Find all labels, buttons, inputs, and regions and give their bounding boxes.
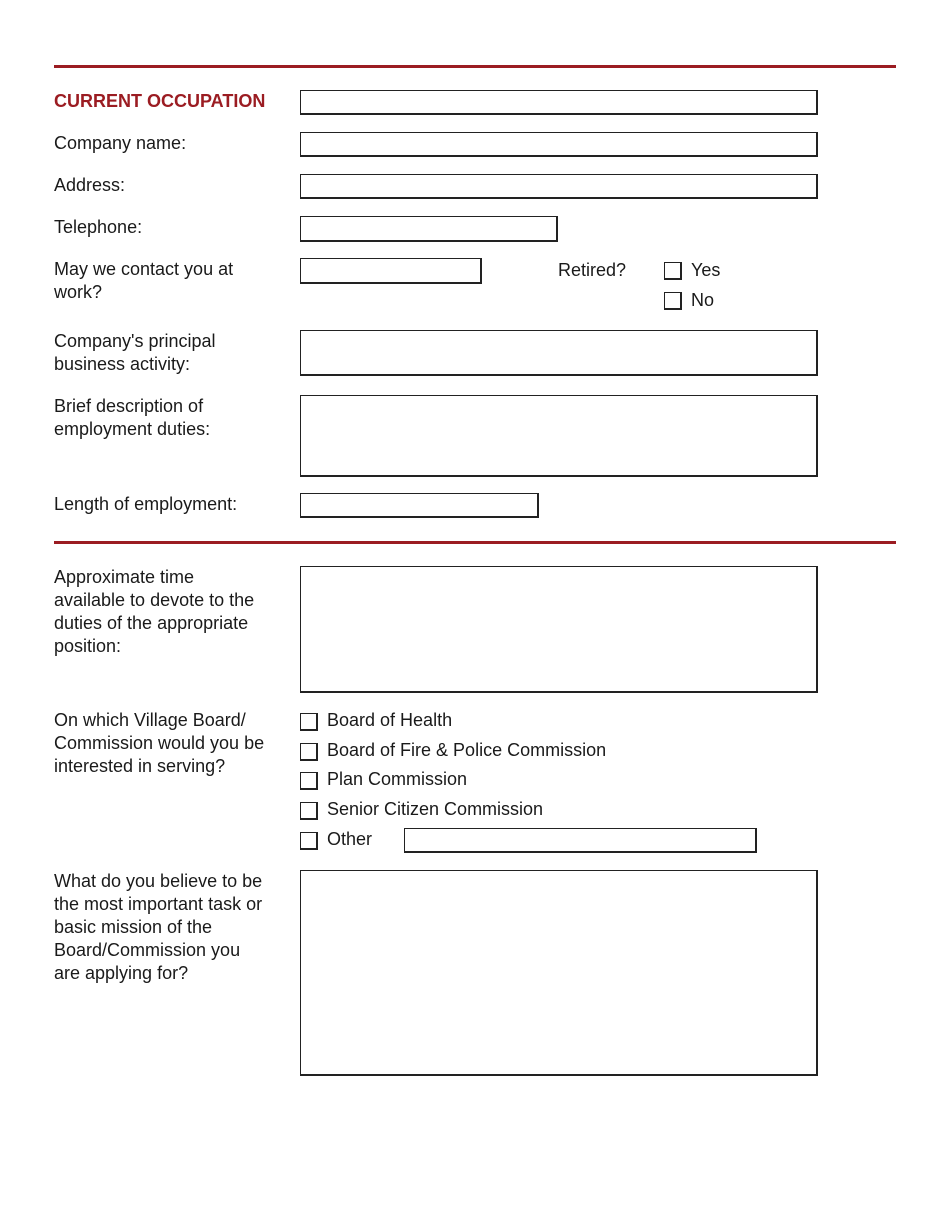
senior-citizen-commission-label: Senior Citizen Commission — [327, 799, 544, 819]
retired-no-label: No — [691, 290, 715, 310]
principal-activity-input[interactable] — [300, 330, 818, 376]
section-title: CURRENT OCCUPATION — [54, 91, 266, 111]
section-divider — [54, 541, 896, 544]
retired-yes-label: Yes — [691, 260, 721, 280]
mission-textarea[interactable] — [300, 870, 818, 1076]
plan-commission-label: Plan Commission — [327, 769, 468, 789]
other-board-label: Other — [327, 829, 373, 849]
time-available-textarea[interactable] — [300, 566, 818, 693]
other-board-input[interactable] — [404, 828, 757, 853]
address-label: Address: — [54, 175, 126, 195]
senior-citizen-commission-checkbox[interactable] — [300, 802, 318, 820]
fire-police-commission-label: Board of Fire & Police Commission — [327, 740, 607, 760]
current-occupation-input[interactable] — [300, 90, 818, 115]
length-of-employment-input[interactable] — [300, 493, 539, 518]
plan-commission-checkbox[interactable] — [300, 772, 318, 790]
time-available-label: Approximate time available to devote to the duties of the appropriate position: — [54, 567, 255, 656]
company-name-input[interactable] — [300, 132, 818, 157]
address-input[interactable] — [300, 174, 818, 199]
board-of-health-checkbox[interactable] — [300, 713, 318, 731]
contact-at-work-input[interactable] — [300, 258, 482, 284]
contact-at-work-label: May we contact you at work? — [54, 259, 234, 302]
telephone-label: Telephone: — [54, 217, 143, 237]
other-board-checkbox[interactable] — [300, 832, 318, 850]
board-of-health-label: Board of Health — [327, 710, 453, 730]
board-question-label: On which Village Board/ Commission would you be interested in serving? — [54, 710, 265, 776]
duties-textarea[interactable] — [300, 395, 818, 477]
telephone-input[interactable] — [300, 216, 558, 242]
company-name-label: Company name: — [54, 133, 187, 153]
principal-activity-label: Company's principal business activity: — [54, 331, 216, 374]
mission-question-label: What do you believe to be the most important task or basic mission of the Board/Commission you are applying for? — [54, 871, 263, 983]
fire-police-commission-checkbox[interactable] — [300, 743, 318, 761]
retired-yes-checkbox[interactable] — [664, 262, 682, 280]
retired-label: Retired? — [558, 260, 627, 280]
length-of-employment-label: Length of employment: — [54, 494, 238, 514]
top-divider — [54, 65, 896, 68]
duties-label: Brief description of employment duties: — [54, 396, 211, 439]
retired-no-checkbox[interactable] — [664, 292, 682, 310]
